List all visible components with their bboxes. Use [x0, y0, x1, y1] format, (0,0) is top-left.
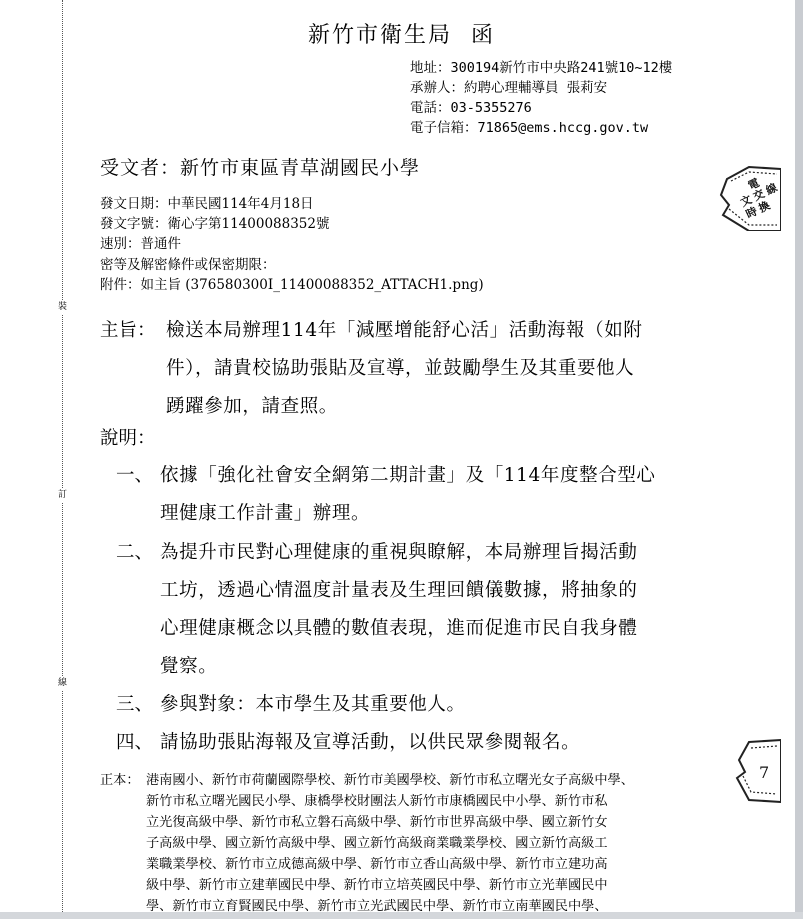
item-line: 覺察。: [160, 656, 218, 677]
recipients-label: 正本：: [100, 773, 140, 788]
subject-line: 檢送本局辦理114年「減壓增能舒心活」活動海報（如附: [166, 320, 643, 341]
explanation-label: 說明：: [100, 428, 156, 449]
seal-char: 交: [751, 186, 767, 204]
contact-phone: 電話：03-5355276: [410, 100, 532, 116]
item-line: 參與對象：本市學生及其重要他人。: [160, 694, 466, 715]
recipients-line: 級中學、新竹市立建華國民中學、新竹市立培英國民中學、新竹市立光華國民中: [146, 878, 608, 893]
seal-char: 電: [746, 176, 762, 193]
subject-line: 件），請貴校協助張貼及宣導，並鼓勵學生及其重要他人: [166, 358, 635, 379]
item-number: 二、: [116, 542, 154, 563]
recipients-line: 學、新竹市立育賢國民中學、新竹市立光武國民中學、新竹市立南華國民中學、: [146, 899, 608, 912]
viewer-edge: [795, 0, 803, 919]
contact-address: 地址：300194新竹市中央路241號10~12樓: [410, 60, 673, 76]
document-title: [0, 18, 796, 49]
subject-label: 主旨：: [100, 320, 156, 341]
title-org: 新竹市衛生局: [307, 23, 452, 48]
contact-email: 電子信箱：71865@ems.hccg.gov.tw: [410, 120, 649, 136]
recipients-line: 立光復高級中學、新竹市私立磐石高級中學、新竹市世界高級中學、國立新竹女: [146, 815, 608, 830]
meta-block: [100, 194, 484, 295]
recipients-line: 子高級中學、國立新竹高級中學、國立新竹高級商業職業學校、國立新竹高級工: [146, 836, 608, 851]
item-number: 一、: [116, 465, 154, 486]
recipients-line: 港南國小、新竹市荷蘭國際學校、新竹市美國學校、新竹市私立曙光女子高級中學、: [146, 773, 634, 788]
item-line: 請協助張貼海報及宣導活動，以供民眾參閱報名。: [160, 732, 581, 753]
margin-mark-ding: 訂: [58, 490, 68, 500]
meta-number: 發文字號：衛心字第11400088352號: [100, 216, 330, 233]
seal-char: 時: [743, 204, 760, 222]
contact-handler: 承辦人：約聘心理輔導員 張莉安: [410, 80, 608, 96]
subject-line: 踴躍參加，請查照。: [166, 396, 338, 417]
seal2-number: 7: [759, 763, 770, 782]
viewer-bottom-scroll[interactable]: [0, 912, 803, 919]
seal-char: 換: [756, 198, 773, 216]
item-line: 依據「強化社會安全網第二期計畫」及「114年度整合型心: [160, 465, 656, 486]
item-line: 工坊，透過心情溫度計量表及生理回饋儀數據，將抽象的: [160, 580, 638, 601]
seal-char: 線: [763, 181, 780, 198]
recipient: 受文者：新竹市東區青草湖國民小學: [100, 157, 421, 179]
title-type: 函: [471, 23, 496, 48]
item-line: 理健康工作計畫」辦理。: [160, 503, 371, 524]
binding-line: [62, 0, 63, 912]
page-seal-stamp: [735, 738, 781, 804]
seal-char: 文: [738, 192, 754, 210]
item-number: 四、: [116, 732, 154, 753]
meta-attachment: 附件：如主旨 (376580300I_11400088352_ATTACH1.png): [100, 276, 484, 293]
item-line: 心理健康概念以具體的數值表現，進而促進市民自我身體: [160, 618, 638, 639]
recipients-line: 業職業學校、新竹市立成德高級中學、新竹市立香山高級中學、新竹市立建功高: [146, 857, 608, 872]
meta-speed: 速別：普通件: [100, 236, 181, 253]
item-number: 三、: [116, 694, 154, 715]
contact-block: [410, 58, 672, 138]
exchange-seal-stamp: [719, 165, 781, 231]
margin-mark-xian: 線: [58, 678, 68, 688]
recipients-line: 新竹市私立曙光國民小學、康橋學校財團法人新竹市康橋國民中小學、新竹市私: [146, 794, 608, 809]
meta-date: 發文日期：中華民國114年4月18日: [100, 196, 314, 212]
margin-mark-zhuang: 裝: [58, 302, 68, 312]
meta-secrecy: 密等及解密條件或保密期限：: [100, 256, 276, 273]
item-line: 為提升市民對心理健康的重視與瞭解，本局辦理旨揭活動: [160, 542, 638, 563]
